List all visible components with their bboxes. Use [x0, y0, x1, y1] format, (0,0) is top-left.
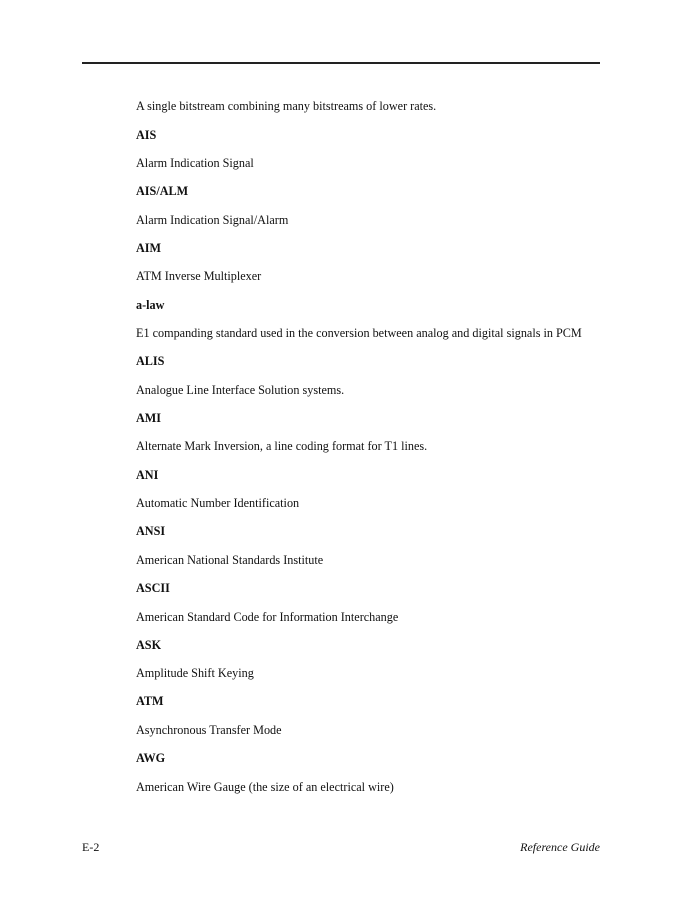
- glossary-term: AMI: [136, 410, 162, 425]
- intro-definition: A single bitstream combining many bitstreams of lower rates.: [136, 99, 437, 113]
- glossary-term: AIM: [136, 240, 162, 255]
- glossary-entry: [136, 409, 606, 466]
- glossary-term: ASCII: [136, 581, 170, 595]
- glossary-entry: [136, 239, 606, 296]
- glossary-term: ALIS: [136, 354, 165, 369]
- glossary-term: ATM: [136, 694, 164, 709]
- glossary-term: AWG: [136, 751, 166, 766]
- glossary-definition: American Wire Gauge (the size of an electrical wire): [136, 779, 394, 794]
- glossary-definition: Analogue Line Interface Solution systems.: [136, 382, 345, 397]
- glossary-term: ANI: [136, 467, 159, 482]
- glossary-entry: [136, 466, 606, 523]
- header-rule: [82, 62, 600, 64]
- glossary-definition: Asynchronous Transfer Mode: [136, 722, 282, 737]
- glossary-entry: [136, 182, 606, 239]
- glossary-definition: Alternate Mark Inversion, a line coding format for T1 lines.: [136, 439, 428, 454]
- glossary-definition: Amplitude Shift Keying: [136, 666, 254, 681]
- glossary-entry: [136, 126, 606, 183]
- glossary-entry: [136, 749, 606, 806]
- glossary-definition: Automatic Number Identification: [136, 496, 300, 511]
- glossary-definition: American National Standards Institute: [136, 552, 324, 567]
- glossary-term: a-law: [136, 297, 165, 312]
- glossary-term: ASK: [136, 637, 162, 652]
- glossary-entry: [136, 636, 606, 693]
- glossary-entry: [136, 579, 606, 636]
- glossary-definition: E1 companding standard used in the conversion between analog and digital signals in PCM: [136, 326, 582, 341]
- page-number: E-2: [82, 840, 100, 854]
- document-title: Reference Guide: [520, 840, 600, 854]
- glossary-definition: Alarm Indication Signal/Alarm: [136, 212, 289, 227]
- glossary-entry: [136, 692, 606, 749]
- glossary-term: AIS/ALM: [136, 184, 189, 199]
- glossary-entry: [136, 522, 606, 579]
- glossary-entry: [136, 352, 606, 409]
- glossary-list: [136, 97, 606, 806]
- glossary-entry: [136, 296, 606, 353]
- glossary-term: ANSI: [136, 524, 166, 539]
- glossary-definition: American Standard Code for Information Interchange: [136, 609, 399, 624]
- glossary-definition: ATM Inverse Multiplexer: [136, 269, 262, 284]
- glossary-definition: Alarm Indication Signal: [136, 156, 254, 170]
- glossary-term: AIS: [136, 127, 157, 142]
